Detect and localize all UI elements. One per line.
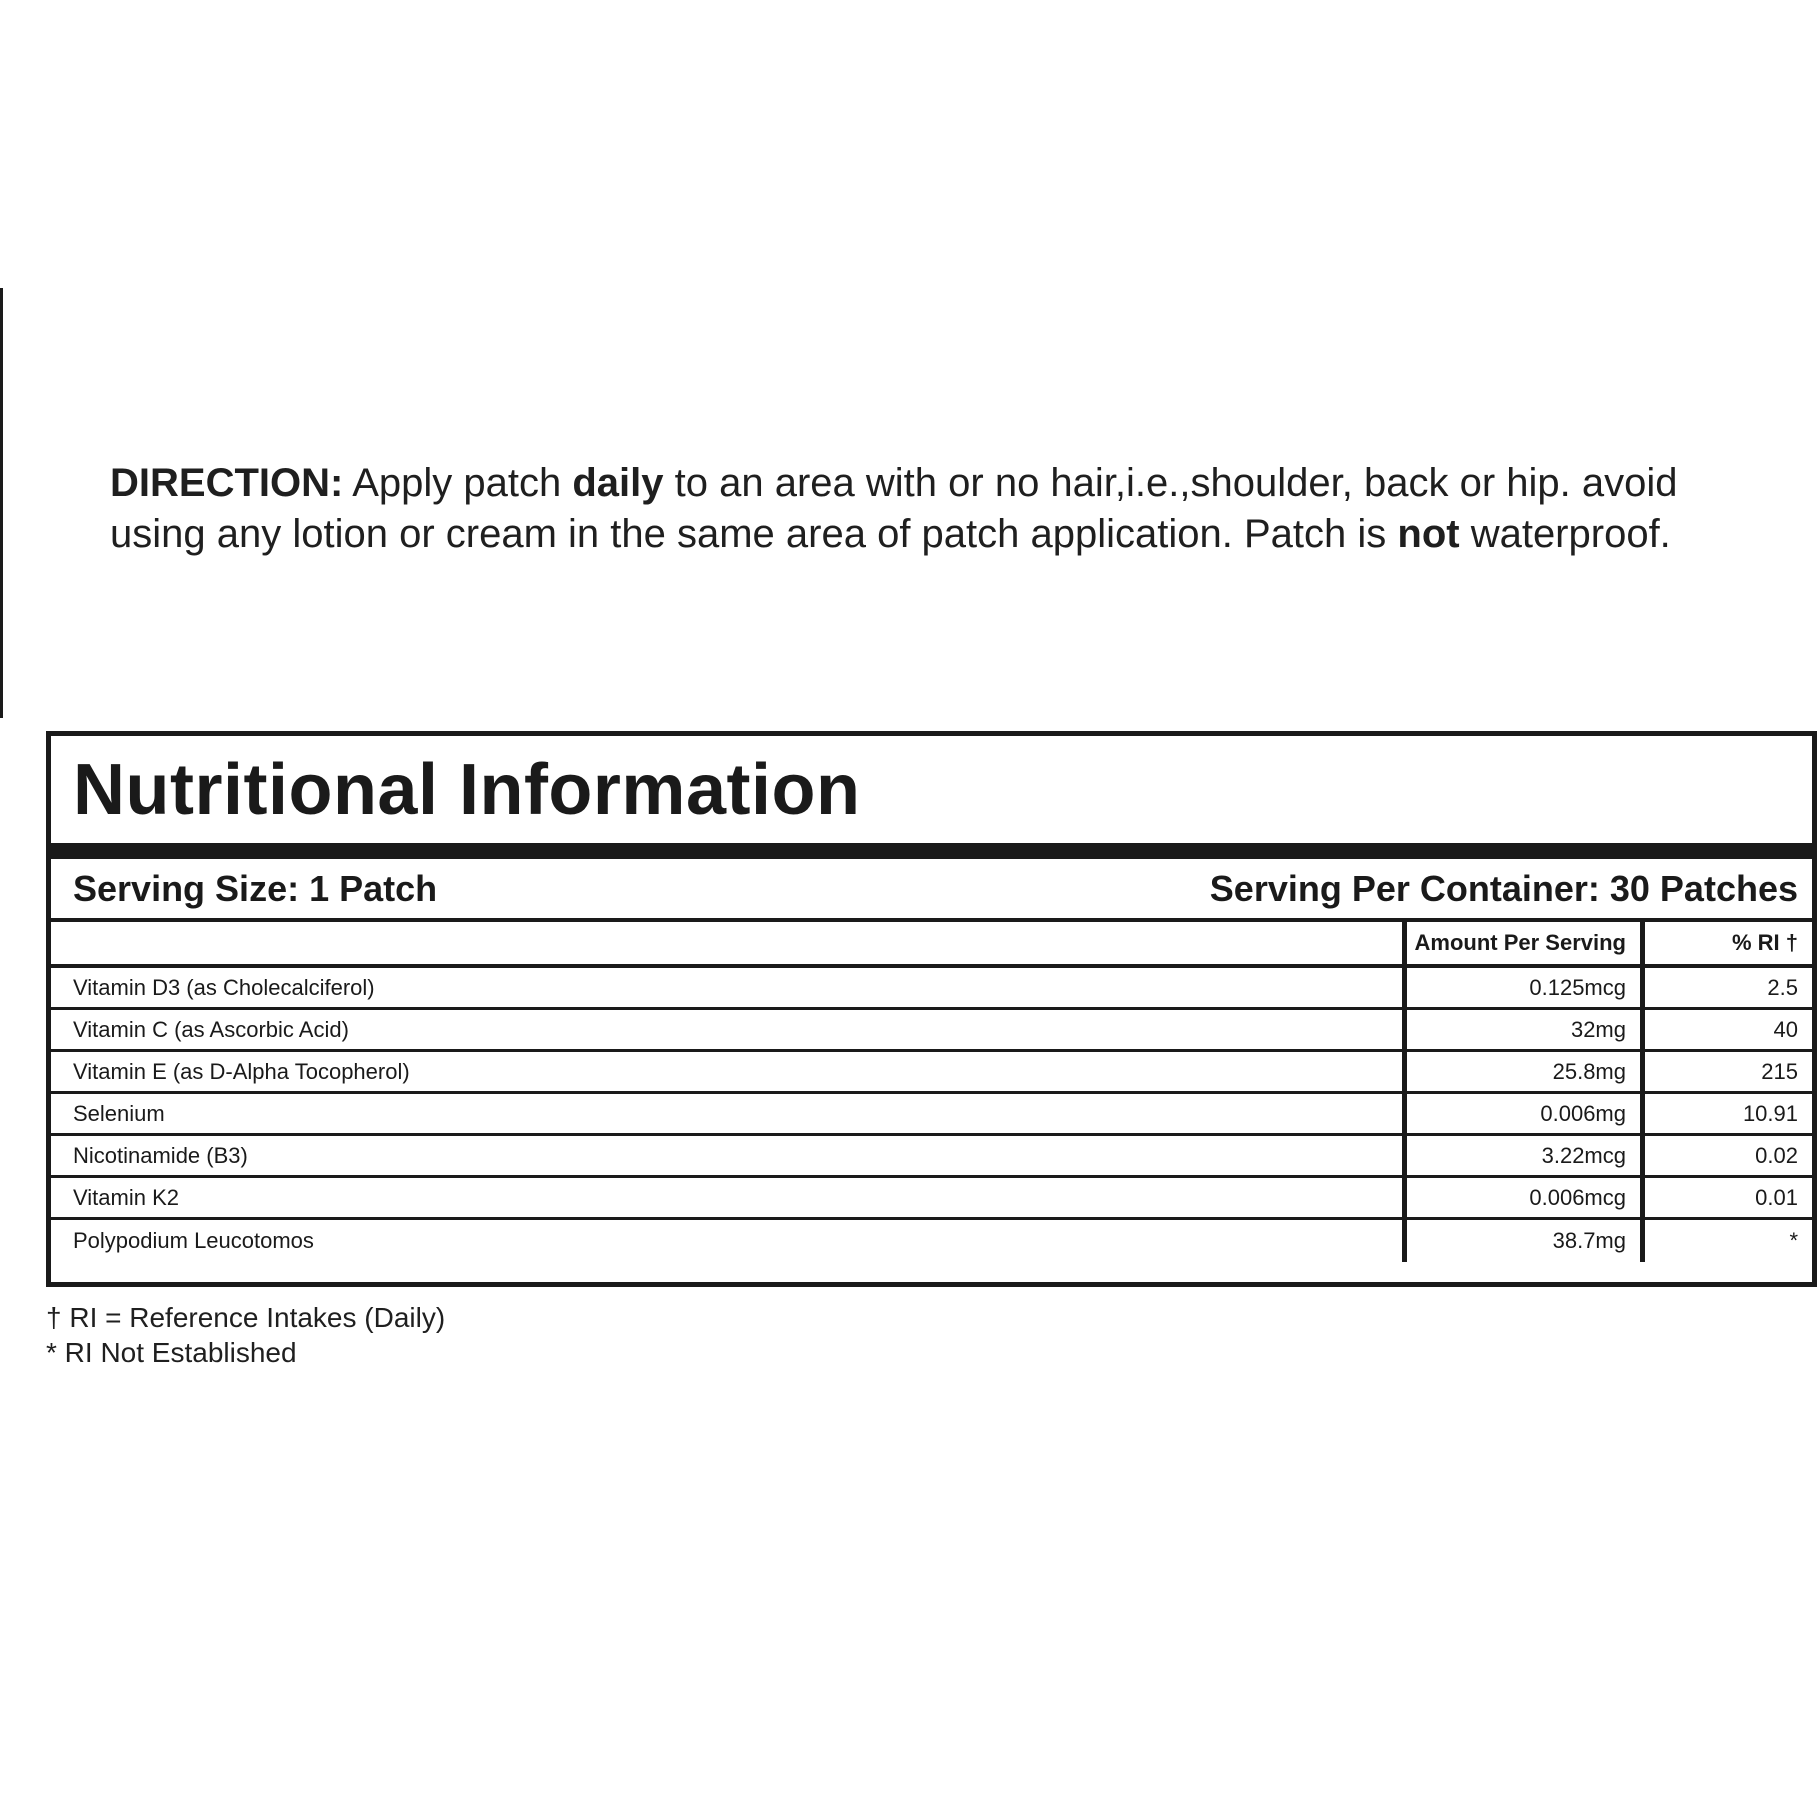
nutrient-amount: 32mg xyxy=(1402,1010,1640,1049)
footnote-dagger: † RI = Reference Intakes (Daily) xyxy=(46,1302,446,1333)
direction-text-part-2: to an area with or no hair,i.e.,shoulder, back or hip. avoid using any lotion or cream in the same area of patch application. Patch is xyxy=(110,461,1678,556)
nutrient-amount: 0.125mcg xyxy=(1402,968,1640,1007)
nutrient-ri: 0.02 xyxy=(1640,1136,1812,1175)
nutrient-amount: 0.006mcg xyxy=(1402,1178,1640,1217)
nutrient-amount: 0.006mg xyxy=(1402,1094,1640,1133)
direction-emphasis-not: not xyxy=(1397,512,1460,556)
nutrient-name: Nicotinamide (B3) xyxy=(73,1142,248,1168)
nutrient-name: Vitamin C (as Ascorbic Acid) xyxy=(73,1016,349,1042)
footnote-asterisk: * RI Not Established xyxy=(46,1337,297,1368)
nutrient-ri: 40 xyxy=(1640,1010,1812,1049)
table-header xyxy=(51,922,1812,968)
direction-text-part-3: waterproof. xyxy=(1459,512,1671,556)
table-row xyxy=(51,1010,1812,1052)
table-row xyxy=(51,1136,1812,1178)
nutrient-ri: 215 xyxy=(1640,1052,1812,1091)
nutrient-table xyxy=(51,922,1812,1282)
table-row xyxy=(51,1052,1812,1094)
nutrient-name: Vitamin D3 (as Cholecalciferol) xyxy=(73,974,375,1000)
table-row xyxy=(51,1094,1812,1136)
nutrient-ri: * xyxy=(1640,1220,1812,1262)
table-row xyxy=(51,1178,1812,1220)
footnotes xyxy=(46,1300,445,1370)
direction-text xyxy=(110,458,1750,560)
nutrient-name: Polypodium Leucotomos xyxy=(73,1228,314,1253)
serving-info xyxy=(51,859,1812,922)
direction-label: DIRECTION: xyxy=(110,461,344,505)
nutrient-ri: 0.01 xyxy=(1640,1178,1812,1217)
panel-title: Nutritional Information xyxy=(51,736,1812,859)
table-row xyxy=(51,968,1812,1010)
nutrient-name: Vitamin K2 xyxy=(73,1184,179,1210)
nutrient-amount: 3.22mcg xyxy=(1402,1136,1640,1175)
direction-text-part-1: Apply patch xyxy=(343,461,573,505)
direction-emphasis-daily: daily xyxy=(572,461,664,505)
header-ri: % RI † xyxy=(1640,922,1812,964)
nutrient-amount: 38.7mg xyxy=(1402,1220,1640,1262)
header-name xyxy=(51,922,1402,964)
nutrient-ri: 2.5 xyxy=(1640,968,1812,1007)
nutrient-name: Selenium xyxy=(73,1100,165,1126)
table-row xyxy=(51,1220,1812,1262)
nutrient-ri: 10.91 xyxy=(1640,1094,1812,1133)
nutrient-amount: 25.8mg xyxy=(1402,1052,1640,1091)
nutrient-name: Vitamin E (as D-Alpha Tocopherol) xyxy=(73,1058,410,1084)
left-edge-rule xyxy=(0,288,3,718)
servings-per-container: Serving Per Container: 30 Patches xyxy=(1209,867,1798,909)
header-amount: Amount Per Serving xyxy=(1402,922,1640,964)
nutrition-panel xyxy=(46,731,1817,1287)
serving-size: Serving Size: 1 Patch xyxy=(73,867,438,909)
